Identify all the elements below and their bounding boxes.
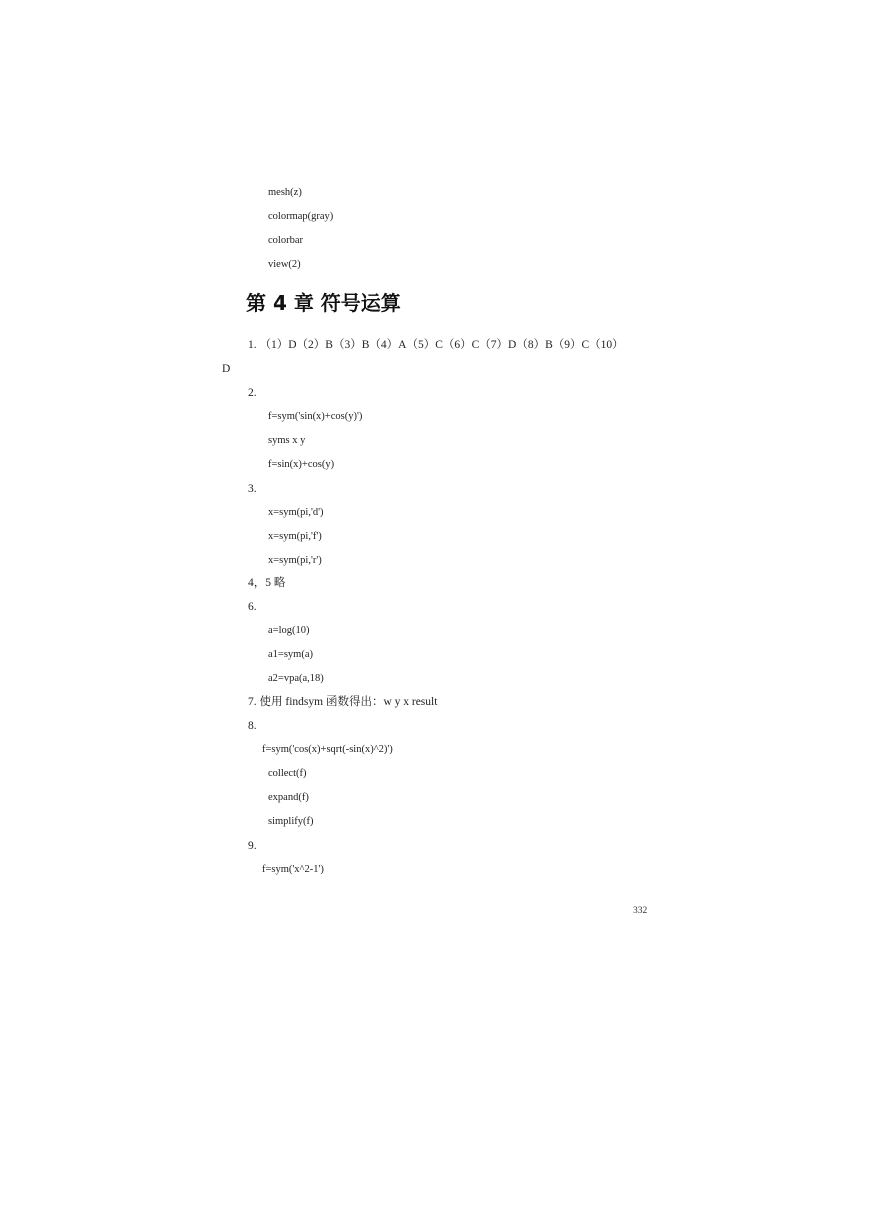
question-label: 4，5 略 bbox=[248, 577, 286, 589]
code-line: expand(f) bbox=[268, 792, 309, 803]
code-line: x=sym(pi,'r') bbox=[268, 555, 322, 566]
answer-q7: 7. 使用 findsym 函数得出：w y x result bbox=[248, 696, 438, 708]
code-line: f=sym('sin(x)+cos(y)') bbox=[268, 411, 363, 422]
code-line: collect(f) bbox=[268, 768, 307, 779]
question-label: 2. bbox=[248, 387, 257, 399]
code-line: colormap(gray) bbox=[268, 211, 334, 222]
question-label: 8. bbox=[248, 720, 257, 732]
code-line: simplify(f) bbox=[268, 816, 314, 827]
code-line: syms x y bbox=[268, 435, 306, 446]
code-line: view(2) bbox=[268, 259, 301, 270]
code-line: f=sym('cos(x)+sqrt(-sin(x)^2)') bbox=[262, 744, 393, 755]
code-line: colorbar bbox=[268, 235, 303, 246]
code-line: a=log(10) bbox=[268, 625, 310, 636]
code-line: x=sym(pi,'d') bbox=[268, 507, 324, 518]
code-line: f=sym('x^2-1') bbox=[262, 864, 324, 875]
page-number: 332 bbox=[633, 906, 648, 916]
answer-q1-line: 1. （1）D（2）B（3）B（4）A（5）C（6）C（7）D（8）B（9）C（10） bbox=[248, 339, 624, 351]
code-line: a1=sym(a) bbox=[268, 649, 313, 660]
code-line: x=sym(pi,'f') bbox=[268, 531, 322, 542]
question-label: 9. bbox=[248, 840, 257, 852]
question-label: 3. bbox=[248, 483, 257, 495]
answer-q1-continuation: D bbox=[222, 363, 231, 375]
code-line: mesh(z) bbox=[268, 187, 302, 198]
code-line: f=sin(x)+cos(y) bbox=[268, 459, 335, 470]
question-label: 6. bbox=[248, 601, 257, 613]
code-line: a2=vpa(a,18) bbox=[268, 673, 324, 684]
chapter-title: 第 4 章 符号运算 bbox=[246, 291, 401, 315]
